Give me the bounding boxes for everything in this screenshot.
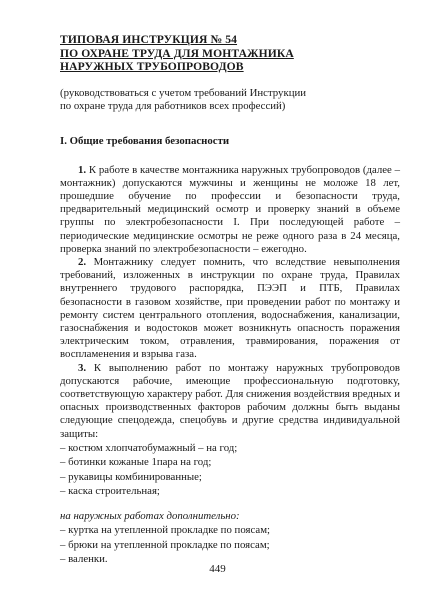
paragraph-1 [60, 164, 400, 256]
list-item: – куртка на утепленной прокладке по поясам; [60, 524, 271, 537]
paragraph-number: 3. [78, 361, 87, 374]
paragraph-number: 2. [78, 255, 87, 268]
list-item: – брюки на утепленной прокладке по поясам; [60, 538, 270, 551]
list-item: – валенки. [60, 553, 108, 566]
paragraph-3 [60, 362, 400, 441]
title-line: НАРУЖНЫХ ТРУБОПРОВОДОВ [60, 60, 244, 73]
subtitle-line: по охране труда для работников всех профессий) [60, 99, 286, 112]
paragraph-2 [60, 256, 400, 362]
list-item: – рукавицы комбинированные; [60, 470, 202, 483]
outdoor-work-heading: на наружных работах дополнительно: [60, 509, 240, 522]
ppe-list [60, 441, 400, 499]
list-item: – костюм хлопчатобумажный – на год; [60, 441, 238, 454]
paragraph-text: К работе в качестве монтажника наружных трубопроводов (далее – монтажник) допускаются мужчины и женщины не моложе 18 лет, прошедшие обучение по профессии и безопасности труда, предварительный медицинский осмотр и проверку знаний в объеме группы по электробезопасности I. При последующей работе – периодические медицинские осмотры не реже одного раза в 24 месяца, проверка знаний по электробезопасности – ежегодно. [60, 163, 401, 255]
document-title [60, 33, 400, 74]
section-heading: I. Общие требования безопасности [60, 134, 230, 147]
outdoor-list [60, 523, 400, 567]
list-item: – ботинки кожаные 1пара на год; [60, 456, 212, 469]
paragraph-text: К выполнению работ по монтажу наружных трубопроводов допускаются рабочие, имеющие профессиональную подготовку, соответствующую характеру работ. Для снижения воздействия вредных и опасных производственных факторов рабочим должны быть выданы следующие спецодежда, спецобувь и другие средства индивидуальной защиты: [60, 361, 400, 440]
list-item: – каска строительная; [60, 485, 160, 498]
paragraph-text: Монтажнику следует помнить, что вследствие невыполнения требований, изложенных в инструкции по охране труда, Правилах внутреннего трудового распорядка, ПЭЭП и ПТБ, Правилах безопасности в газовом хозяйстве, при проведении работ по монтажу и ремонту систем центрального отопления, водоснабжения, канализации, газоснабжения и водостоков может возникнуть опасность поражения электрическим током, отравления, травмирования, поражения от воспламенения и взрыва газа. [60, 255, 400, 361]
document-subtitle [60, 87, 400, 113]
page-number: 449 [209, 563, 226, 575]
subtitle-line: (руководствоваться с учетом требований Инструкции [60, 86, 307, 99]
paragraph-number: 1. [78, 163, 87, 176]
title-line: ТИПОВАЯ ИНСТРУКЦИЯ № 54 [60, 33, 238, 46]
title-line: ПО ОХРАНЕ ТРУДА ДЛЯ МОНТАЖНИКА [60, 46, 294, 60]
